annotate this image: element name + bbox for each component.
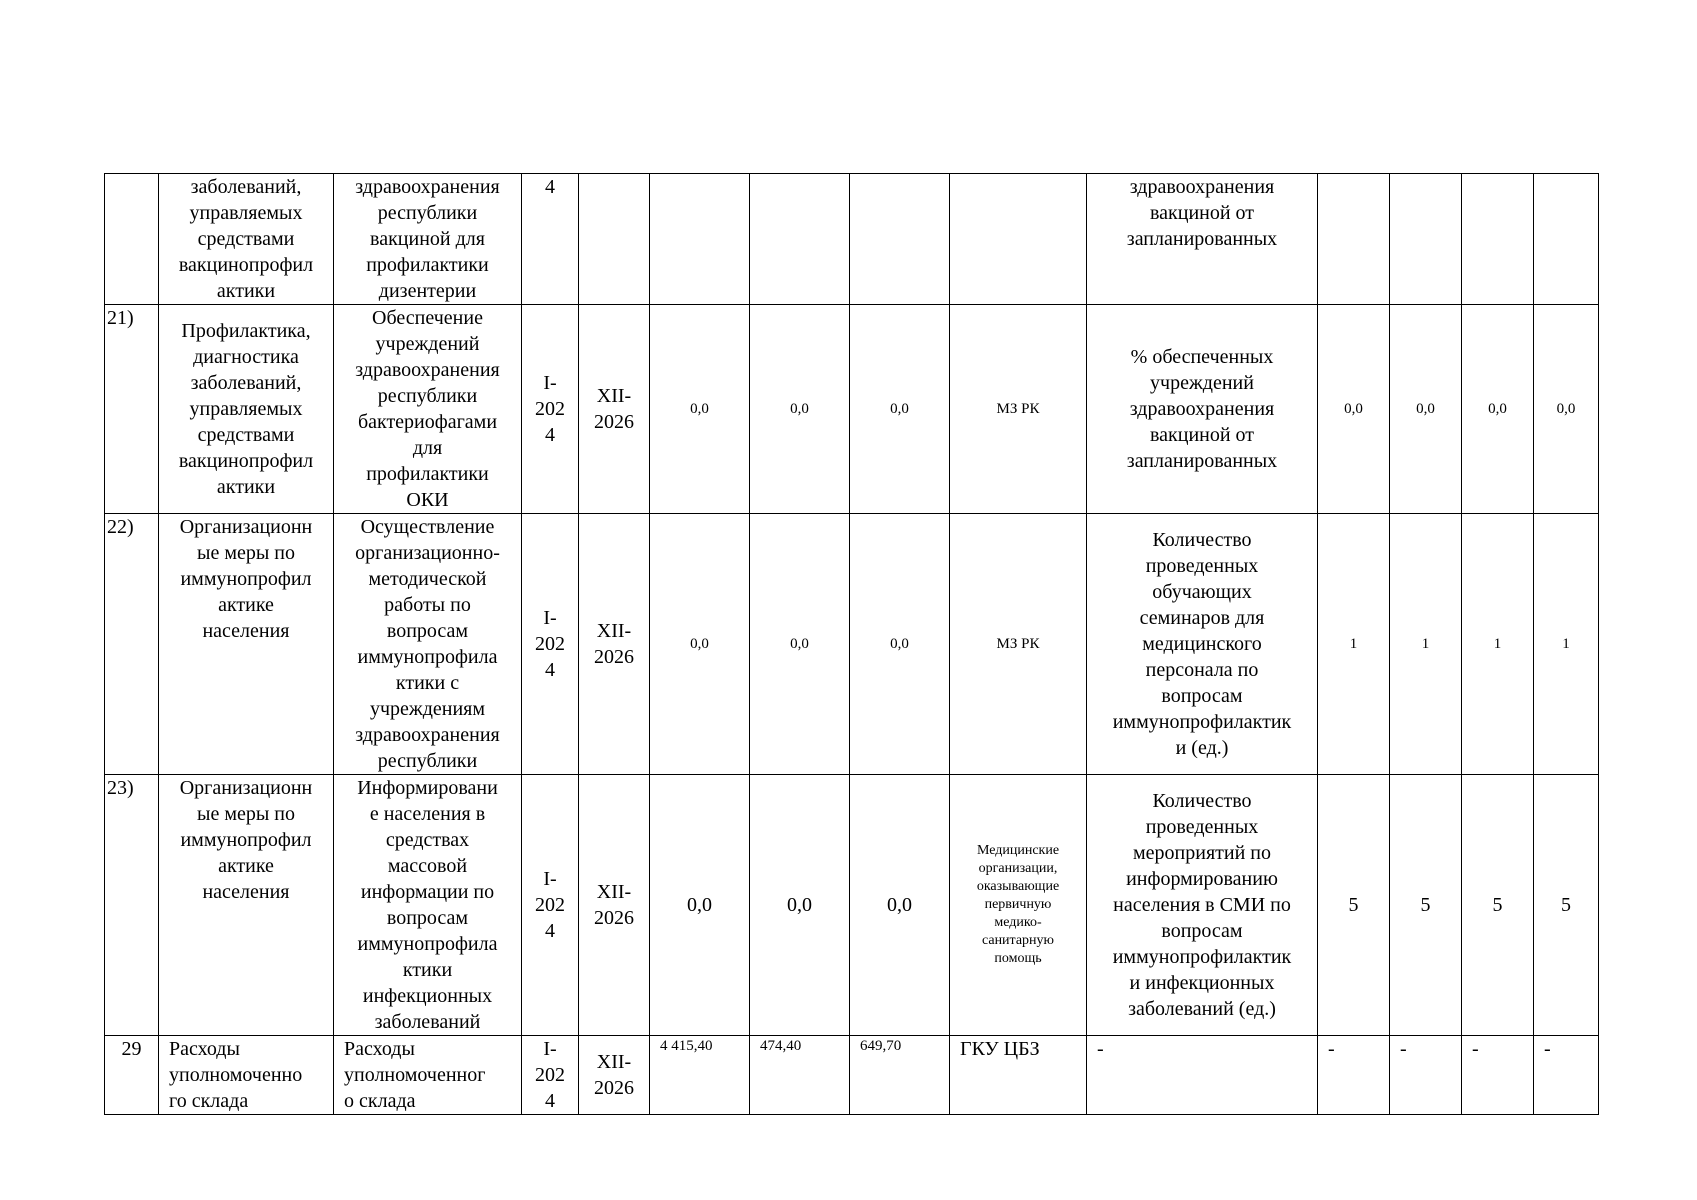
- table-row: [105, 305, 1599, 514]
- activity-cell: Осуществление организационно- методической работы по вопросам иммунопрофила ктики с учреждениям здравоохранения республики: [334, 514, 522, 775]
- task-cell: Организационн ые меры по иммунопрофил актике населения: [159, 514, 334, 775]
- activity-cell: Расходы уполномоченног о склада: [334, 1036, 522, 1115]
- executor-cell: МЗ РК: [950, 514, 1087, 775]
- funding-2026-cell: 0,0: [850, 305, 950, 514]
- funding-2024-cell: 0,0: [650, 305, 750, 514]
- executor-cell: ГКУ ЦБЗ: [950, 1036, 1087, 1115]
- funding-2026-cell: 0,0: [850, 514, 950, 775]
- indicator-cell: здравоохранения вакциной от запланированных: [1087, 174, 1318, 305]
- indicator-cell: -: [1087, 1036, 1318, 1115]
- indicator-value-cell: 1: [1462, 514, 1534, 775]
- funding-2024-cell: 0,0: [650, 775, 750, 1036]
- indicator-value-cell: [1462, 174, 1534, 305]
- end-period-cell: XII- 2026: [579, 1036, 650, 1115]
- funding-2025-cell: 0,0: [750, 305, 850, 514]
- indicator-value-cell: [1318, 174, 1390, 305]
- task-cell: Профилактика, диагностика заболеваний, управляемых средствами вакцинопрофил актики: [159, 305, 334, 514]
- indicator-value-cell: 0,0: [1462, 305, 1534, 514]
- executor-cell: [950, 174, 1087, 305]
- funding-2026-cell: 0,0: [850, 775, 950, 1036]
- indicator-value-cell: 5: [1390, 775, 1462, 1036]
- indicator-value-cell: 5: [1534, 775, 1599, 1036]
- activity-cell: Информировани е населения в средствах массовой информации по вопросам иммунопрофила ктики инфекционных заболеваний: [334, 775, 522, 1036]
- table-row: [105, 174, 1599, 305]
- task-cell: заболеваний, управляемых средствами вакцинопрофил актики: [159, 174, 334, 305]
- indicator-value-cell: -: [1462, 1036, 1534, 1115]
- indicator-value-cell: 1: [1390, 514, 1462, 775]
- executor-cell: Медицинские организации, оказывающие первичную медико- санитарную помощь: [950, 775, 1087, 1036]
- executor-cell: МЗ РК: [950, 305, 1087, 514]
- indicator-value-cell: 0,0: [1534, 305, 1599, 514]
- start-period-cell: I- 202 4: [522, 1036, 579, 1115]
- funding-2025-cell: [750, 174, 850, 305]
- funding-2025-cell: 0,0: [750, 775, 850, 1036]
- funding-2025-cell: 474,40: [750, 1036, 850, 1115]
- indicator-value-cell: 5: [1318, 775, 1390, 1036]
- end-period-cell: XII- 2026: [579, 775, 650, 1036]
- start-period-cell: I- 202 4: [522, 305, 579, 514]
- row-number: [105, 174, 159, 305]
- row-number: 21): [105, 305, 159, 514]
- indicator-value-cell: -: [1318, 1036, 1390, 1115]
- table-row: [105, 775, 1599, 1036]
- activity-cell: здравоохранения республики вакциной для профилактики дизентерии: [334, 174, 522, 305]
- program-activities-table: [104, 173, 1599, 1115]
- funding-2026-cell: 649,70: [850, 1036, 950, 1115]
- row-number: 29: [105, 1036, 159, 1115]
- end-period-cell: XII- 2026: [579, 305, 650, 514]
- funding-2024-cell: 0,0: [650, 514, 750, 775]
- funding-2024-cell: [650, 174, 750, 305]
- end-period-cell: [579, 174, 650, 305]
- row-number: 23): [105, 775, 159, 1036]
- start-period-cell: 4: [522, 174, 579, 305]
- funding-2026-cell: [850, 174, 950, 305]
- indicator-cell: Количество проведенных мероприятий по информированию населения в СМИ по вопросам иммунопрофилактик и инфекционных заболеваний (ед.): [1087, 775, 1318, 1036]
- indicator-value-cell: 5: [1462, 775, 1534, 1036]
- indicator-value-cell: 0,0: [1318, 305, 1390, 514]
- start-period-cell: I- 202 4: [522, 775, 579, 1036]
- funding-2024-cell: 4 415,40: [650, 1036, 750, 1115]
- indicator-value-cell: 0,0: [1390, 305, 1462, 514]
- activity-cell: Обеспечение учреждений здравоохранения республики бактериофагами для профилактики ОКИ: [334, 305, 522, 514]
- indicator-value-cell: 1: [1534, 514, 1599, 775]
- row-number: 22): [105, 514, 159, 775]
- funding-2025-cell: 0,0: [750, 514, 850, 775]
- indicator-cell: Количество проведенных обучающих семинаров для медицинского персонала по вопросам иммунопрофилактик и (ед.): [1087, 514, 1318, 775]
- start-period-cell: I- 202 4: [522, 514, 579, 775]
- indicator-value-cell: -: [1390, 1036, 1462, 1115]
- table-row: [105, 1036, 1599, 1115]
- indicator-value-cell: [1390, 174, 1462, 305]
- end-period-cell: XII- 2026: [579, 514, 650, 775]
- indicator-value-cell: 1: [1318, 514, 1390, 775]
- indicator-cell: % обеспеченных учреждений здравоохранения вакциной от запланированных: [1087, 305, 1318, 514]
- indicator-value-cell: -: [1534, 1036, 1599, 1115]
- indicator-value-cell: [1534, 174, 1599, 305]
- table-row: [105, 514, 1599, 775]
- task-cell: Организационн ые меры по иммунопрофил актике населения: [159, 775, 334, 1036]
- task-cell: Расходы уполномоченно го склада: [159, 1036, 334, 1115]
